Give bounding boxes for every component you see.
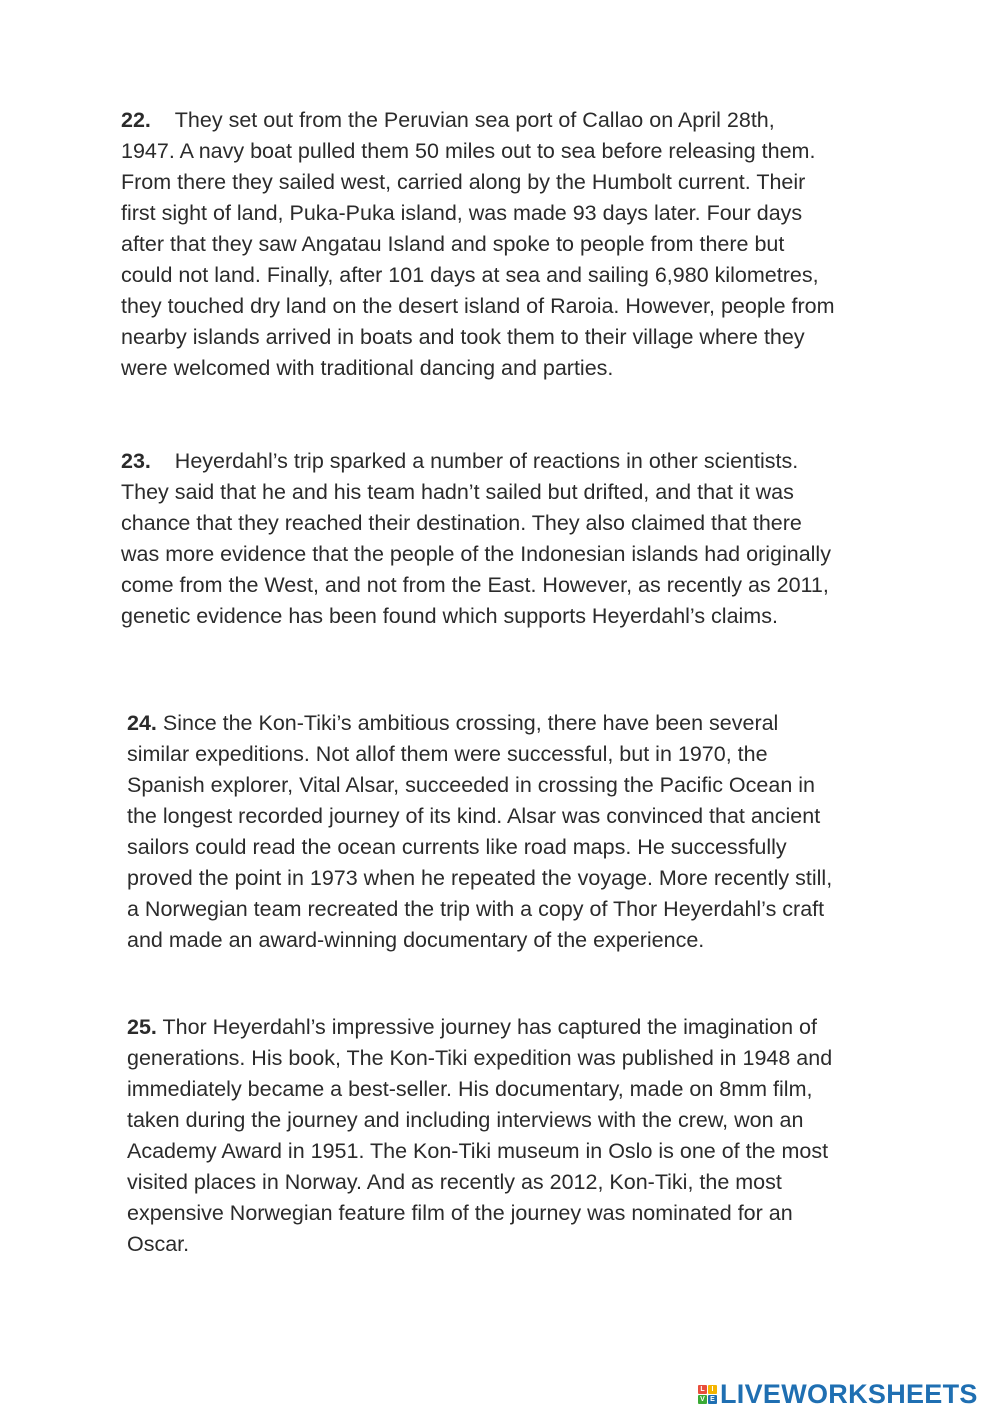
paragraph-line: the longest recorded journey of its kind. Alsar was convinced that ancient (127, 804, 821, 828)
paragraph-line: generations. His book, The Kon-Tiki expedition was published in 1948 and (127, 1046, 833, 1070)
logo-tile: L (698, 1385, 707, 1394)
paragraph-line: visited places in Norway. And as recently as 2012, Kon-Tiki, the most (127, 1170, 782, 1194)
paragraph-23 (121, 446, 831, 632)
paragraph-line: nearby islands arrived in boats and took them to their village where they (121, 325, 805, 349)
paragraph-line (121, 105, 835, 136)
paragraph-line: were welcomed with traditional dancing and parties. (121, 356, 614, 380)
paragraph-line: after that they saw Angatau Island and spoke to people from there but (121, 232, 785, 256)
paragraph-text: Heyerdahl’s trip sparked a number of reactions in other scientists. (174, 449, 799, 473)
paragraph-line: come from the West, and not from the East. However, as recently as 2011, (121, 573, 829, 597)
liveworksheets-logo-text: LIVEWORKSHEETS (720, 1378, 978, 1409)
paragraph-line: 1947. A navy boat pulled them 50 miles out to sea before releasing them. (121, 139, 816, 163)
paragraph-22 (121, 105, 835, 384)
paragraph-text: They set out from the Peruvian sea port of Callao on April 28th, (174, 108, 775, 132)
paragraph-line (127, 1012, 832, 1043)
paragraph-line: taken during the journey and including interviews with the crew, won an (127, 1108, 804, 1132)
paragraph-line: similar expeditions. Not allof them were successful, but in 1970, the (127, 742, 768, 766)
paragraph-line: and made an award-winning documentary of the experience. (127, 928, 705, 952)
liveworksheets-logo (698, 1377, 978, 1411)
logo-tile: V (698, 1395, 707, 1404)
paragraph-line: Oscar. (127, 1232, 190, 1256)
paragraph-line: Spanish explorer, Vital Alsar, succeeded in crossing the Pacific Ocean in (127, 773, 815, 797)
paragraph-24 (127, 708, 832, 956)
paragraph-line (121, 446, 831, 477)
paragraph-line: They said that he and his team hadn’t sailed but drifted, and that it was (121, 480, 794, 504)
logo-tile: E (708, 1395, 717, 1404)
liveworksheets-logo-icon (698, 1385, 717, 1404)
paragraph-line: From there they sailed west, carried along by the Humbolt current. Their (121, 170, 806, 194)
paragraph-number: 22. (121, 108, 151, 132)
paragraph-line: genetic evidence has been found which supports Heyerdahl’s claims. (121, 604, 778, 628)
paragraph-line: Academy Award in 1951. The Kon-Tiki museum in Oslo is one of the most (127, 1139, 829, 1163)
logo-tile: I (708, 1385, 717, 1394)
paragraph-number: 23. (121, 449, 151, 473)
paragraph-line: could not land. Finally, after 101 days at sea and sailing 6,980 kilometres, (121, 263, 819, 287)
paragraph-line (127, 708, 832, 739)
paragraph-line: was more evidence that the people of the Indonesian islands had originally (121, 542, 831, 566)
paragraph-line: proved the point in 1973 when he repeated the voyage. More recently still, (127, 866, 833, 890)
paragraph-number: 25. (127, 1015, 157, 1039)
paragraph-line: sailors could read the ocean currents like road maps. He successfully (127, 835, 787, 859)
paragraph-line: a Norwegian team recreated the trip with a copy of Thor Heyerdahl’s craft (127, 897, 825, 921)
paragraph-line: first sight of land, Puka-Puka island, was made 93 days later. Four days (121, 201, 803, 225)
paragraph-line: expensive Norwegian feature film of the journey was nominated for an (127, 1201, 793, 1225)
paragraph-number: 24. (127, 711, 157, 735)
paragraph-line: chance that they reached their destination. They also claimed that there (121, 511, 802, 535)
paragraph-line: immediately became a best-seller. His documentary, made on 8mm film, (127, 1077, 813, 1101)
paragraph-text: Since the Kon-Tiki’s ambitious crossing, there have been several (162, 711, 779, 735)
paragraph-line: they touched dry land on the desert island of Raroia. However, people from (121, 294, 835, 318)
paragraph-text: Thor Heyerdahl’s impressive journey has captured the imagination of (162, 1015, 817, 1039)
paragraph-25 (127, 1012, 832, 1260)
